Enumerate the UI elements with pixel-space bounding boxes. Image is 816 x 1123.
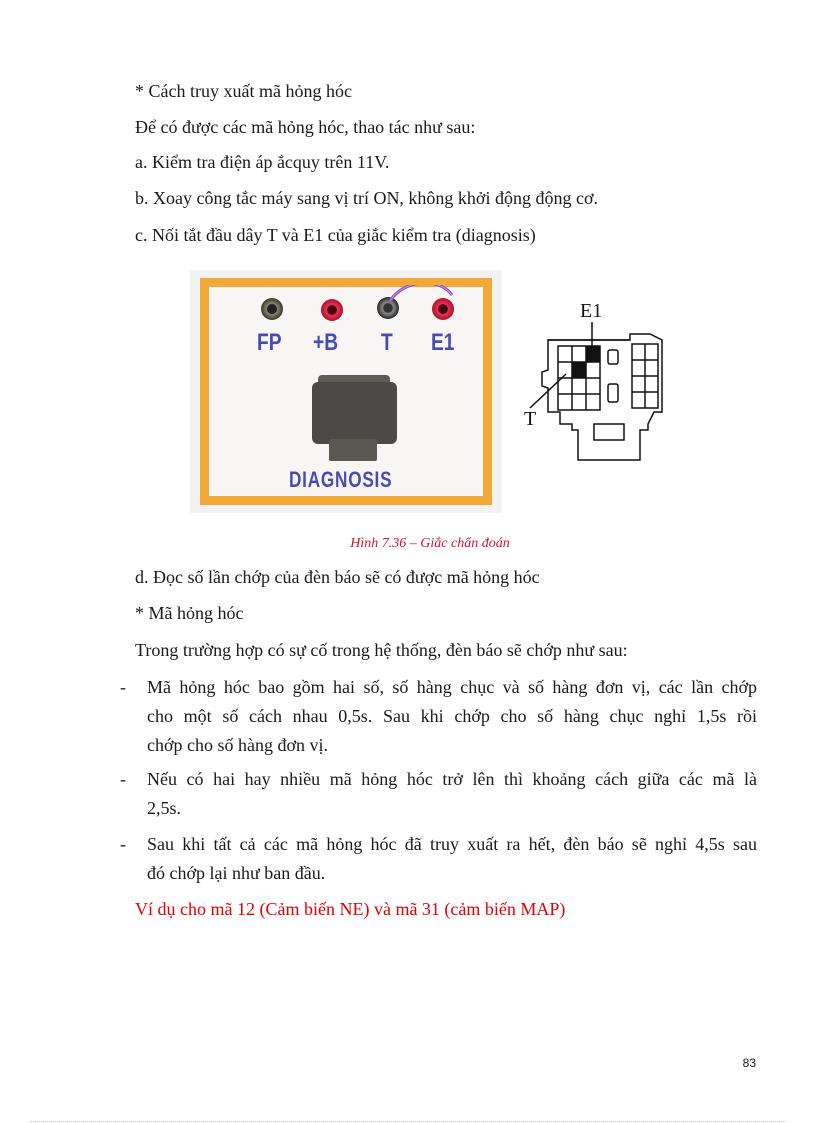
heading-truy-xuat: * Cách truy xuất mã hỏng hóc [135,81,352,101]
bullet-1-line-1: Mã hỏng hóc bao gồm hai số, số hàng chục và số hàng đơn vị, các lần chớp [147,677,757,697]
plug-body [312,382,397,444]
photo-frame [200,278,492,505]
terminal-b [321,299,343,321]
footer-rule [30,1121,786,1122]
bullet-dash-3: - [120,834,126,854]
diagnosis-photo [190,270,502,513]
bullet-2-line-1: Nếu có hai hay nhiều mã hỏng hóc trở lên thì khoảng cách giữa các mã là [147,769,757,789]
jumper-wire [384,285,474,315]
bullet-3-line-2: đó chớp lại như ban đầu. [147,863,326,883]
diagnosis-label: DIAGNOSIS [289,467,393,492]
bullet-1-line-3: chớp cho số hàng đơn vị. [147,735,329,755]
connector-outline [520,300,670,470]
bullet-2-line-2: 2,5s. [147,798,182,818]
diagram-label-e1: E1 [580,300,603,322]
heading-ma-hong-hoc: * Mã hỏng hóc [135,603,244,623]
step-a: a. Kiểm tra điện áp ắcquy trên 11V. [135,152,390,172]
plug-latch [329,439,377,461]
terminal-fp [261,298,283,320]
bullet-dash-2: - [120,769,126,789]
bullet-dash-1: - [120,677,126,697]
bullet-1-line-2: cho một số cách nhau 0,5s. Sau khi chớp cho số hàng chục nghỉ 1,5s rồi [147,706,757,726]
step-b: b. Xoay công tắc máy sang vị trí ON, không khởi động động cơ. [135,188,598,208]
figure-caption: Hình 7.36 – Giắc chẩn đoán [350,536,510,551]
bullet-3-line-1: Sau khi tất cả các mã hỏng hóc đã truy xuất ra hết, đèn báo sẽ nghỉ 4,5s sau [147,834,757,854]
page-number: 83 [742,1056,756,1070]
label-e1: E1 [431,329,455,356]
bullet-2 [147,765,757,823]
label-t: T [381,329,393,356]
label-fp: FP [257,329,282,356]
connector-diagram [520,300,670,470]
label-b: +B [313,329,339,356]
step-c: c. Nối tắt đầu dây T và E1 của giắc kiểm tra (diagnosis) [135,225,536,245]
step-d: d. Đọc số lần chớp của đèn báo sẽ có được mã hỏng hóc [135,567,540,587]
bullet-3 [147,830,757,888]
intro-text: Để có được các mã hỏng hóc, thao tác như sau: [135,117,476,137]
intro2-text: Trong trường hợp có sự cố trong hệ thống, đèn báo sẽ chớp như sau: [135,640,628,660]
example-text: Ví dụ cho mã 12 (Cảm biến NE) và mã 31 (cảm biến MAP) [135,899,566,919]
diagram-label-t: T [524,408,537,430]
bullet-1 [147,673,757,760]
